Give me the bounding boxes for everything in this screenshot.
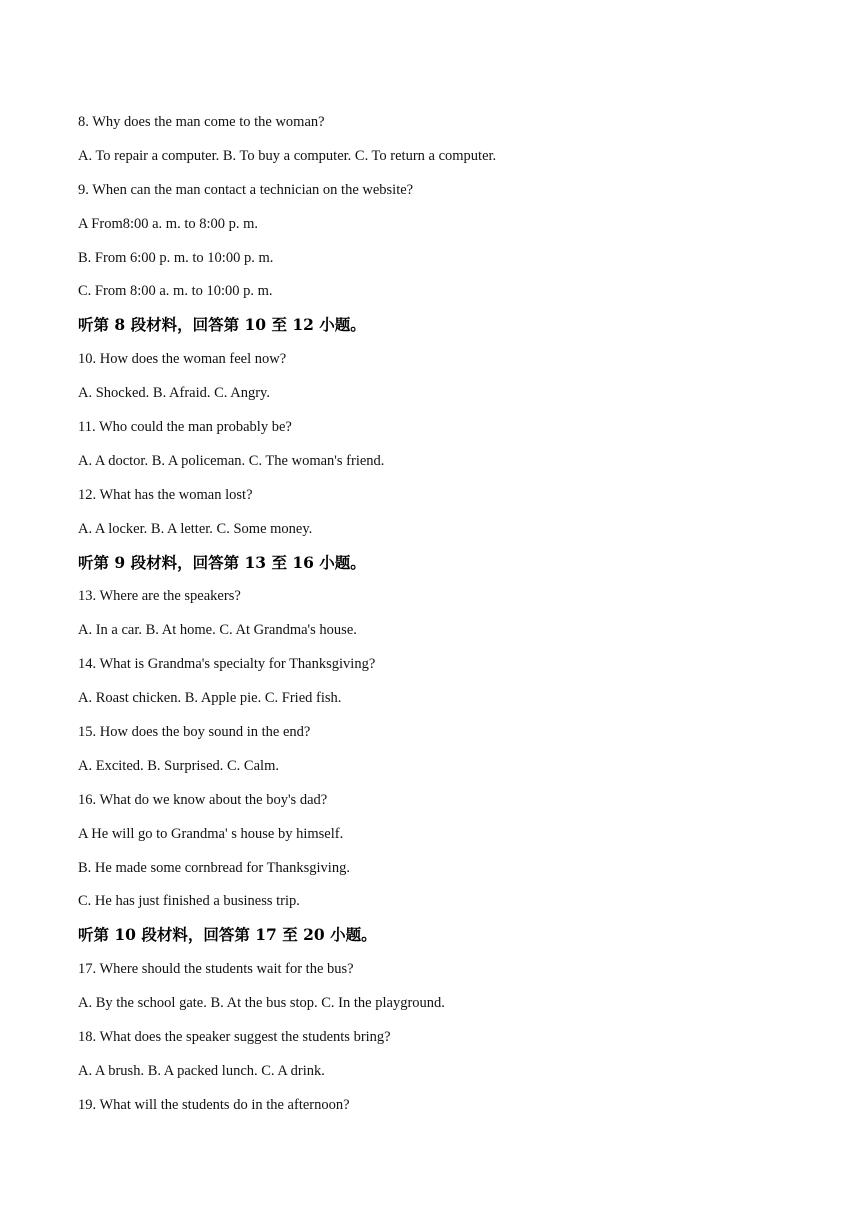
section-heading-8: 听第 8 段材料，回答第 10 至 12 小题。 xyxy=(78,315,366,335)
question-12: 12. What has the woman lost? xyxy=(78,486,253,503)
options-17: A. By the school gate. B. At the bus stop. C. In the playground. xyxy=(78,995,445,1012)
section-heading-9: 听第 9 段材料，回答第 13 至 16 小题。 xyxy=(78,552,366,572)
question-15: 15. How does the boy sound in the end? xyxy=(78,724,311,741)
question-8: 8. Why does the man come to the woman? xyxy=(78,114,325,130)
section-heading-10: 听第 10 段材料，回答第 17 至 20 小题。 xyxy=(78,925,377,945)
question-17: 17. Where should the students wait for the bus? xyxy=(78,961,354,978)
question-13: 13. Where are the speakers? xyxy=(78,588,241,605)
options-14: A. Roast chicken. B. Apple pie. C. Fried fish. xyxy=(78,690,342,707)
option-9a: A From8:00 a. m. to 8:00 p. m. xyxy=(78,215,259,232)
options-10: A. Shocked. B. Afraid. C. Angry. xyxy=(78,385,270,402)
question-18: 18. What does the speaker suggest the students bring? xyxy=(78,1029,391,1046)
options-15: A. Excited. B. Surprised. C. Calm. xyxy=(78,757,279,774)
option-9c: C. From 8:00 a. m. to 10:00 p. m. xyxy=(78,283,273,300)
question-9: 9. When can the man contact a technician on the website? xyxy=(78,181,414,198)
option-9b: B. From 6:00 p. m. to 10:00 p. m. xyxy=(78,249,274,266)
question-10: 10. How does the woman feel now? xyxy=(78,351,287,368)
option-16c: C. He has just finished a business trip. xyxy=(78,893,300,910)
options-13: A. In a car. B. At home. C. At Grandma's house. xyxy=(78,622,357,639)
question-19: 19. What will the students do in the afternoon? xyxy=(78,1096,350,1113)
options-12: A. A locker. B. A letter. C. Some money. xyxy=(78,520,313,537)
option-16b: B. He made some cornbread for Thanksgiving. xyxy=(78,859,350,876)
options-18: A. A brush. B. A packed lunch. C. A drink. xyxy=(78,1062,325,1079)
document-body xyxy=(78,112,798,1129)
option-16a: A He will go to Grandma' s house by himself. xyxy=(78,825,344,842)
question-11: 11. Who could the man probably be? xyxy=(78,419,292,436)
question-14: 14. What is Grandma's specialty for Thanksgiving? xyxy=(78,656,376,673)
options-8: A. To repair a computer. B. To buy a computer. C. To return a computer. xyxy=(78,147,497,164)
options-11: A. A doctor. B. A policeman. C. The woman's friend. xyxy=(78,452,385,469)
question-16: 16. What do we know about the boy's dad? xyxy=(78,791,328,808)
